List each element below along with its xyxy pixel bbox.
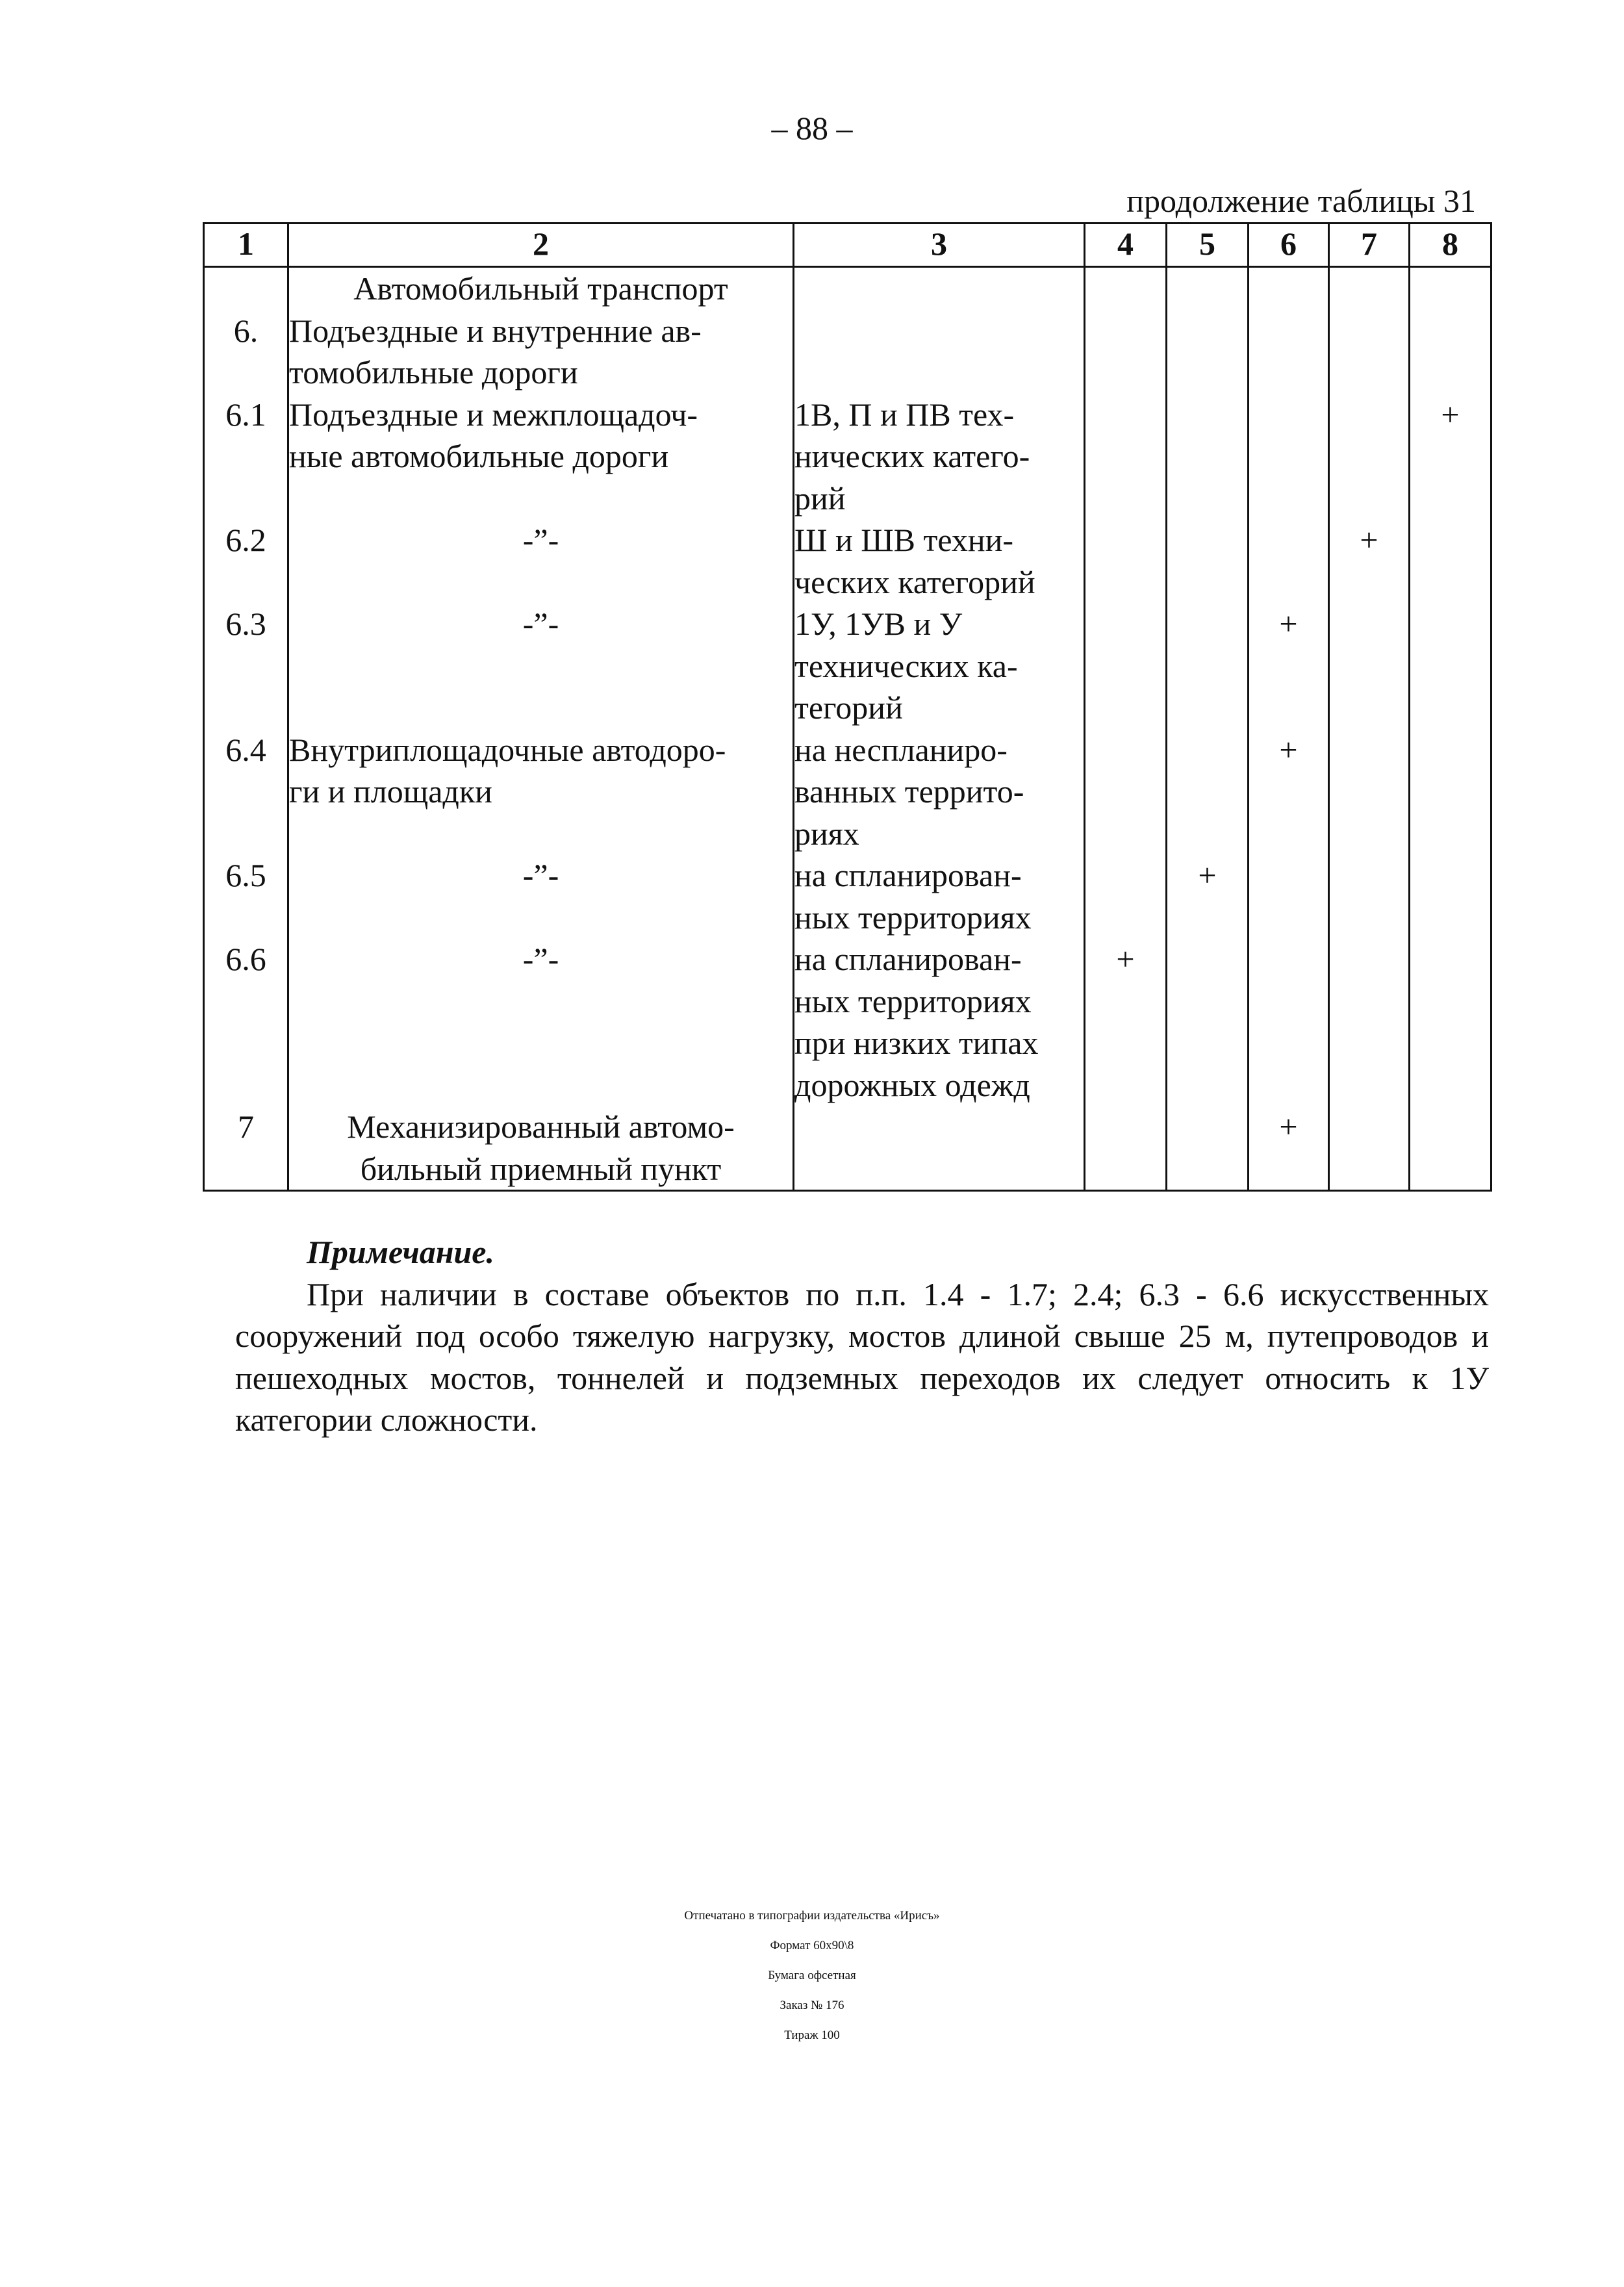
complexity-mark-cell xyxy=(1410,1106,1491,1191)
table-row xyxy=(204,310,1491,394)
complexity-mark-cell xyxy=(1329,938,1410,1106)
data-table xyxy=(203,222,1492,1192)
column-header: 1 xyxy=(204,224,288,267)
complexity-mark-cell xyxy=(1167,310,1249,394)
column-header: 6 xyxy=(1249,224,1329,267)
complexity-mark-cell xyxy=(1085,854,1167,938)
table-row xyxy=(204,519,1491,603)
object-name-cell: -”- xyxy=(288,519,794,603)
complexity-mark-cell: + xyxy=(1329,519,1410,603)
complexity-mark-cell xyxy=(1329,310,1410,394)
complexity-mark-cell xyxy=(1167,938,1249,1106)
complexity-mark-cell xyxy=(1410,938,1491,1106)
column-header: 4 xyxy=(1085,224,1167,267)
imprint-line: Отпечатано в типографии издательства «Ирисъ» xyxy=(684,1909,940,1923)
object-name-cell: -”- xyxy=(288,854,794,938)
complexity-mark-cell xyxy=(1329,854,1410,938)
complexity-mark-cell xyxy=(1085,1106,1167,1191)
table-row xyxy=(204,1106,1491,1191)
object-name-cell: -”- xyxy=(288,938,794,1106)
object-name-cell: Подъездные и межплощадоч- ные автомобильные дороги xyxy=(288,394,794,520)
complexity-mark-cell: + xyxy=(1249,729,1329,855)
category-cell: 1В, П и ПВ тех- нических катего- рий xyxy=(794,394,1085,520)
category-cell: Ш и ШВ техни- ческих категорий xyxy=(794,519,1085,603)
note-text: При наличии в составе объектов по п.п. 1.4 - 1.7; 2.4; 6.3 - 6.6 искусственных сооружений под особо тяжелую нагрузку, мостов длиной свыше 25 м, путепроводов и пешеходных мостов, тоннелей и подземных переходов их следует относить к 1У категории сложности. xyxy=(235,1275,1489,1438)
imprint-line: Бумага офсетная xyxy=(768,1969,856,1982)
complexity-mark-cell: + xyxy=(1085,938,1167,1106)
table-row xyxy=(204,729,1491,855)
complexity-mark-cell: + xyxy=(1167,854,1249,938)
complexity-mark-cell: + xyxy=(1249,603,1329,729)
complexity-mark-cell xyxy=(1249,394,1329,520)
row-number-cell: 6.3 xyxy=(204,603,288,729)
category-cell: 1У, 1УВ и У технических ка- тегорий xyxy=(794,603,1085,729)
object-name-cell: -”- xyxy=(288,603,794,729)
complexity-mark-cell xyxy=(1249,854,1329,938)
row-number-cell: 6.5 xyxy=(204,854,288,938)
table-caption: продолжение таблицы 31 xyxy=(1126,183,1476,219)
complexity-mark-cell xyxy=(1249,310,1329,394)
row-number-cell: 6.4 xyxy=(204,729,288,855)
complexity-mark-cell xyxy=(1167,267,1249,310)
complexity-mark-cell: + xyxy=(1410,394,1491,520)
note-block xyxy=(235,1231,1489,1441)
category-cell xyxy=(794,310,1085,394)
object-name-cell: Механизированный автомо- бильный приемный пункт xyxy=(288,1106,794,1191)
complexity-mark-cell xyxy=(1249,519,1329,603)
complexity-mark-cell xyxy=(1410,854,1491,938)
row-number-cell: 7 xyxy=(204,1106,288,1191)
complexity-mark-cell xyxy=(1167,729,1249,855)
imprint-block xyxy=(0,1901,1624,2051)
category-cell xyxy=(794,267,1085,310)
complexity-mark-cell xyxy=(1329,394,1410,520)
imprint-line: Тираж 100 xyxy=(784,2028,840,2042)
object-name-cell: Автомобильный транспорт xyxy=(288,267,794,310)
category-cell: на спланирован- ных территориях при низких типах дорожных одежд xyxy=(794,938,1085,1106)
complexity-mark-cell xyxy=(1085,310,1167,394)
category-cell: на спланирован- ных территориях xyxy=(794,854,1085,938)
complexity-mark-cell xyxy=(1085,519,1167,603)
table-body xyxy=(204,267,1491,1191)
table-row xyxy=(204,603,1491,729)
row-number-cell xyxy=(204,267,288,310)
complexity-mark-cell xyxy=(1085,729,1167,855)
table-row xyxy=(204,854,1491,938)
row-number-cell: 6.6 xyxy=(204,938,288,1106)
complexity-mark-cell xyxy=(1329,267,1410,310)
complexity-mark-cell xyxy=(1085,603,1167,729)
complexity-mark-cell xyxy=(1167,603,1249,729)
imprint-line: Заказ № 176 xyxy=(780,1999,844,2012)
table-row xyxy=(204,267,1491,310)
note-title: Примечание. xyxy=(307,1234,494,1270)
category-cell: на неспланиро- ванных террито- риях xyxy=(794,729,1085,855)
column-header: 5 xyxy=(1167,224,1249,267)
complexity-mark-cell xyxy=(1167,519,1249,603)
complexity-mark-cell xyxy=(1329,603,1410,729)
complexity-mark-cell xyxy=(1329,1106,1410,1191)
table-row xyxy=(204,938,1491,1106)
category-cell xyxy=(794,1106,1085,1191)
complexity-mark-cell: + xyxy=(1249,1106,1329,1191)
table-row xyxy=(204,394,1491,520)
complexity-mark-cell xyxy=(1249,267,1329,310)
column-header: 7 xyxy=(1329,224,1410,267)
object-name-cell: Подъездные и внутренние ав- томобильные дороги xyxy=(288,310,794,394)
row-number-cell: 6. xyxy=(204,310,288,394)
complexity-mark-cell xyxy=(1410,519,1491,603)
complexity-mark-cell xyxy=(1167,1106,1249,1191)
object-name-cell: Внутриплощадочные автодоро- ги и площадки xyxy=(288,729,794,855)
column-header: 8 xyxy=(1410,224,1491,267)
complexity-mark-cell xyxy=(1085,394,1167,520)
complexity-mark-cell xyxy=(1410,729,1491,855)
column-header: 3 xyxy=(794,224,1085,267)
page-number: – 88 – xyxy=(771,110,853,146)
complexity-mark-cell xyxy=(1249,938,1329,1106)
complexity-mark-cell xyxy=(1329,729,1410,855)
table-header-row xyxy=(204,224,1491,267)
complexity-mark-cell xyxy=(1167,394,1249,520)
row-number-cell: 6.2 xyxy=(204,519,288,603)
row-number-cell: 6.1 xyxy=(204,394,288,520)
imprint-line: Формат 60х90\8 xyxy=(770,1939,854,1952)
complexity-mark-cell xyxy=(1410,603,1491,729)
complexity-mark-cell xyxy=(1410,267,1491,310)
complexity-mark-cell xyxy=(1410,310,1491,394)
complexity-mark-cell xyxy=(1085,267,1167,310)
column-header: 2 xyxy=(288,224,794,267)
